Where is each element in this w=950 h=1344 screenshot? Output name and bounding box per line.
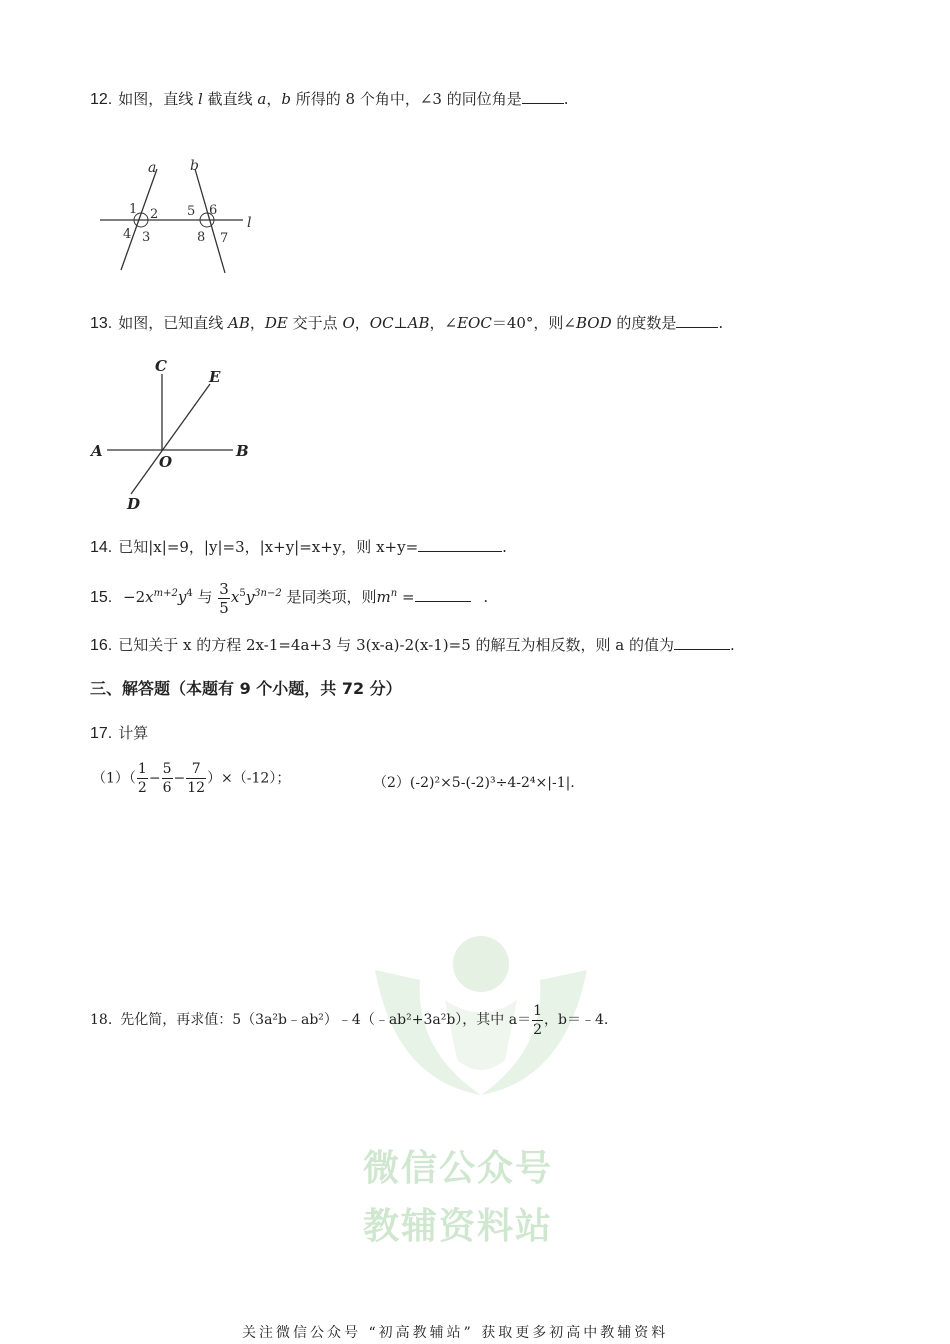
fraction-numerator: 1 bbox=[533, 1002, 543, 1019]
q17-title: 计算 bbox=[118, 724, 149, 742]
angle-8: 8 bbox=[197, 230, 206, 245]
question-number: 14. bbox=[90, 539, 113, 556]
q13-t5: ⊥ bbox=[393, 314, 408, 332]
q15-y2: y bbox=[245, 588, 255, 606]
angle-2: 2 bbox=[150, 207, 159, 222]
point-o: O bbox=[159, 453, 173, 471]
q13-text-a: 如图，已知直线 bbox=[118, 314, 229, 332]
q15-m: m bbox=[376, 588, 391, 606]
q13-v4: OC bbox=[369, 314, 394, 332]
question-13 bbox=[90, 312, 723, 335]
q15-exp2: 4 bbox=[186, 588, 193, 599]
q15-eq: = bbox=[397, 588, 415, 606]
q12-text-b: 截直线 bbox=[202, 90, 258, 108]
q13-v5: AB bbox=[407, 314, 430, 332]
q12-end: . bbox=[563, 90, 569, 108]
point-d: D bbox=[127, 495, 141, 513]
fraction-denominator: 6 bbox=[162, 780, 172, 796]
point-b: B bbox=[236, 442, 249, 460]
angle-7: 7 bbox=[220, 231, 229, 246]
q14-end: . bbox=[502, 538, 507, 556]
question-number: 12. bbox=[90, 91, 113, 108]
q13-v2: DE bbox=[264, 314, 288, 332]
fraction-numerator: 1 bbox=[137, 761, 147, 777]
answer-blank[interactable] bbox=[674, 635, 730, 650]
q13-t8: 的度数是 bbox=[611, 314, 677, 332]
q15-fraction bbox=[218, 580, 230, 617]
question-12 bbox=[90, 88, 568, 111]
q15-conj: 与 bbox=[197, 588, 213, 606]
line-de bbox=[131, 384, 210, 494]
angle-1: 1 bbox=[129, 202, 138, 217]
q15-n: n bbox=[390, 588, 398, 599]
q17-fraction-2 bbox=[162, 760, 173, 797]
watermark-line2: 教辅资料站 bbox=[363, 1206, 554, 1247]
q15-exp4: 3n−2 bbox=[254, 588, 282, 599]
fraction-numerator: 3 bbox=[219, 579, 229, 598]
q17-minus-1: − bbox=[148, 770, 161, 787]
question-number: 16. bbox=[90, 637, 113, 654]
label-b: b bbox=[190, 158, 199, 174]
q16-end: . bbox=[730, 636, 735, 654]
watermark bbox=[355, 930, 605, 1250]
section-3-title: 三、解答题（本题有 9 个小题，共 72 分） bbox=[90, 679, 402, 698]
q13-v3: O bbox=[342, 314, 355, 332]
q13-v7: BOD bbox=[575, 314, 612, 332]
q17-fraction-1 bbox=[137, 760, 148, 797]
label-a: a bbox=[148, 160, 157, 176]
q12-text-c: ， bbox=[266, 90, 282, 108]
q12-var-a: a bbox=[257, 90, 267, 108]
answer-blank[interactable] bbox=[415, 587, 471, 602]
fraction-numerator: 7 bbox=[186, 760, 206, 779]
angle-4: 4 bbox=[123, 227, 132, 242]
line-b bbox=[195, 169, 225, 273]
answer-blank[interactable] bbox=[522, 89, 564, 104]
question-number: 15. bbox=[90, 589, 113, 606]
q15-y1: y bbox=[177, 588, 187, 606]
q15-x1: x bbox=[145, 588, 154, 606]
q15-exp3: 5 bbox=[239, 588, 246, 599]
angle-6: 6 bbox=[209, 203, 218, 218]
watermark-line1: 微信公众号 bbox=[363, 1148, 554, 1189]
question-number: 17. bbox=[90, 725, 113, 742]
fraction-denominator: 2 bbox=[533, 1021, 543, 1038]
q18-text-b: ，b＝﹣4. bbox=[544, 1012, 609, 1028]
q12-text-a: 如图，直线 bbox=[118, 90, 199, 108]
q17-part-1 bbox=[92, 760, 290, 797]
q12-figure bbox=[95, 155, 265, 280]
q16-text: 已知关于 x 的方程 2x-1=4a+3 与 3(x-a)-2(x-1)=5 的解互为相反数，则 a 的值为 bbox=[118, 636, 675, 654]
answer-blank[interactable] bbox=[676, 313, 718, 328]
q15-text: 是同类项，则 bbox=[286, 588, 377, 606]
q15-end: . bbox=[483, 588, 489, 606]
q18-fraction bbox=[532, 1002, 543, 1039]
answer-blank[interactable] bbox=[418, 537, 502, 552]
angle-5: 5 bbox=[187, 204, 196, 219]
q13-t2: ， bbox=[249, 314, 265, 332]
q13-end: . bbox=[718, 314, 724, 332]
point-c: C bbox=[155, 357, 167, 375]
q15-exp1: m+2 bbox=[153, 588, 178, 599]
fraction-denominator: 2 bbox=[137, 780, 147, 796]
question-17 bbox=[90, 722, 148, 745]
q17-p1-close: ）×（-12）； bbox=[207, 770, 291, 787]
q12-var-l: l bbox=[198, 90, 203, 108]
question-number: 13. bbox=[90, 315, 113, 332]
fraction-denominator: 12 bbox=[187, 780, 206, 796]
q14-text: 已知|x|=9，|y|=3，|x+y|=x+y，则 x+y= bbox=[118, 538, 419, 556]
q13-t3: 交于点 bbox=[287, 314, 343, 332]
q13-t7: ＝40°，则∠ bbox=[491, 314, 576, 332]
label-l: l bbox=[247, 215, 252, 231]
q13-t6: ，∠ bbox=[429, 314, 458, 332]
q13-figure bbox=[85, 352, 265, 517]
q15-x2: x bbox=[230, 588, 240, 606]
point-a: A bbox=[91, 442, 103, 460]
q13-t4: ， bbox=[354, 314, 370, 332]
q18-text-a: 先化简，再求值：5（3a²b﹣ab²）﹣4（﹣ab²+3a²b），其中 a＝ bbox=[120, 1012, 532, 1028]
footer-banner: 关注微信公众号 “初高教辅站” 获取更多初高中教辅资料 bbox=[242, 1325, 669, 1341]
fraction-denominator: 5 bbox=[219, 598, 229, 617]
q17-p1-open: （1）（ bbox=[92, 770, 136, 787]
q12-text-d: 所得的 8 个角中，∠3 的同位角是 bbox=[290, 90, 522, 108]
fraction-numerator: 5 bbox=[162, 761, 172, 777]
question-18 bbox=[90, 998, 608, 1042]
question-15 bbox=[90, 572, 488, 620]
q15-coef: −2 bbox=[123, 588, 146, 606]
q17-part-2: （2）(-2)²×5-(-2)³÷4-2⁴×|-1|. bbox=[373, 775, 575, 791]
question-number: 18. bbox=[90, 1012, 113, 1028]
q12-var-b: b bbox=[281, 90, 291, 108]
question-16 bbox=[90, 634, 735, 657]
angle-3: 3 bbox=[142, 230, 151, 245]
q17-minus-2: − bbox=[173, 770, 186, 787]
q13-v6: EOC bbox=[457, 314, 492, 332]
q13-v1: AB bbox=[228, 314, 250, 332]
point-e: E bbox=[209, 368, 221, 386]
question-14 bbox=[90, 536, 507, 559]
q17-fraction-3 bbox=[186, 760, 206, 797]
